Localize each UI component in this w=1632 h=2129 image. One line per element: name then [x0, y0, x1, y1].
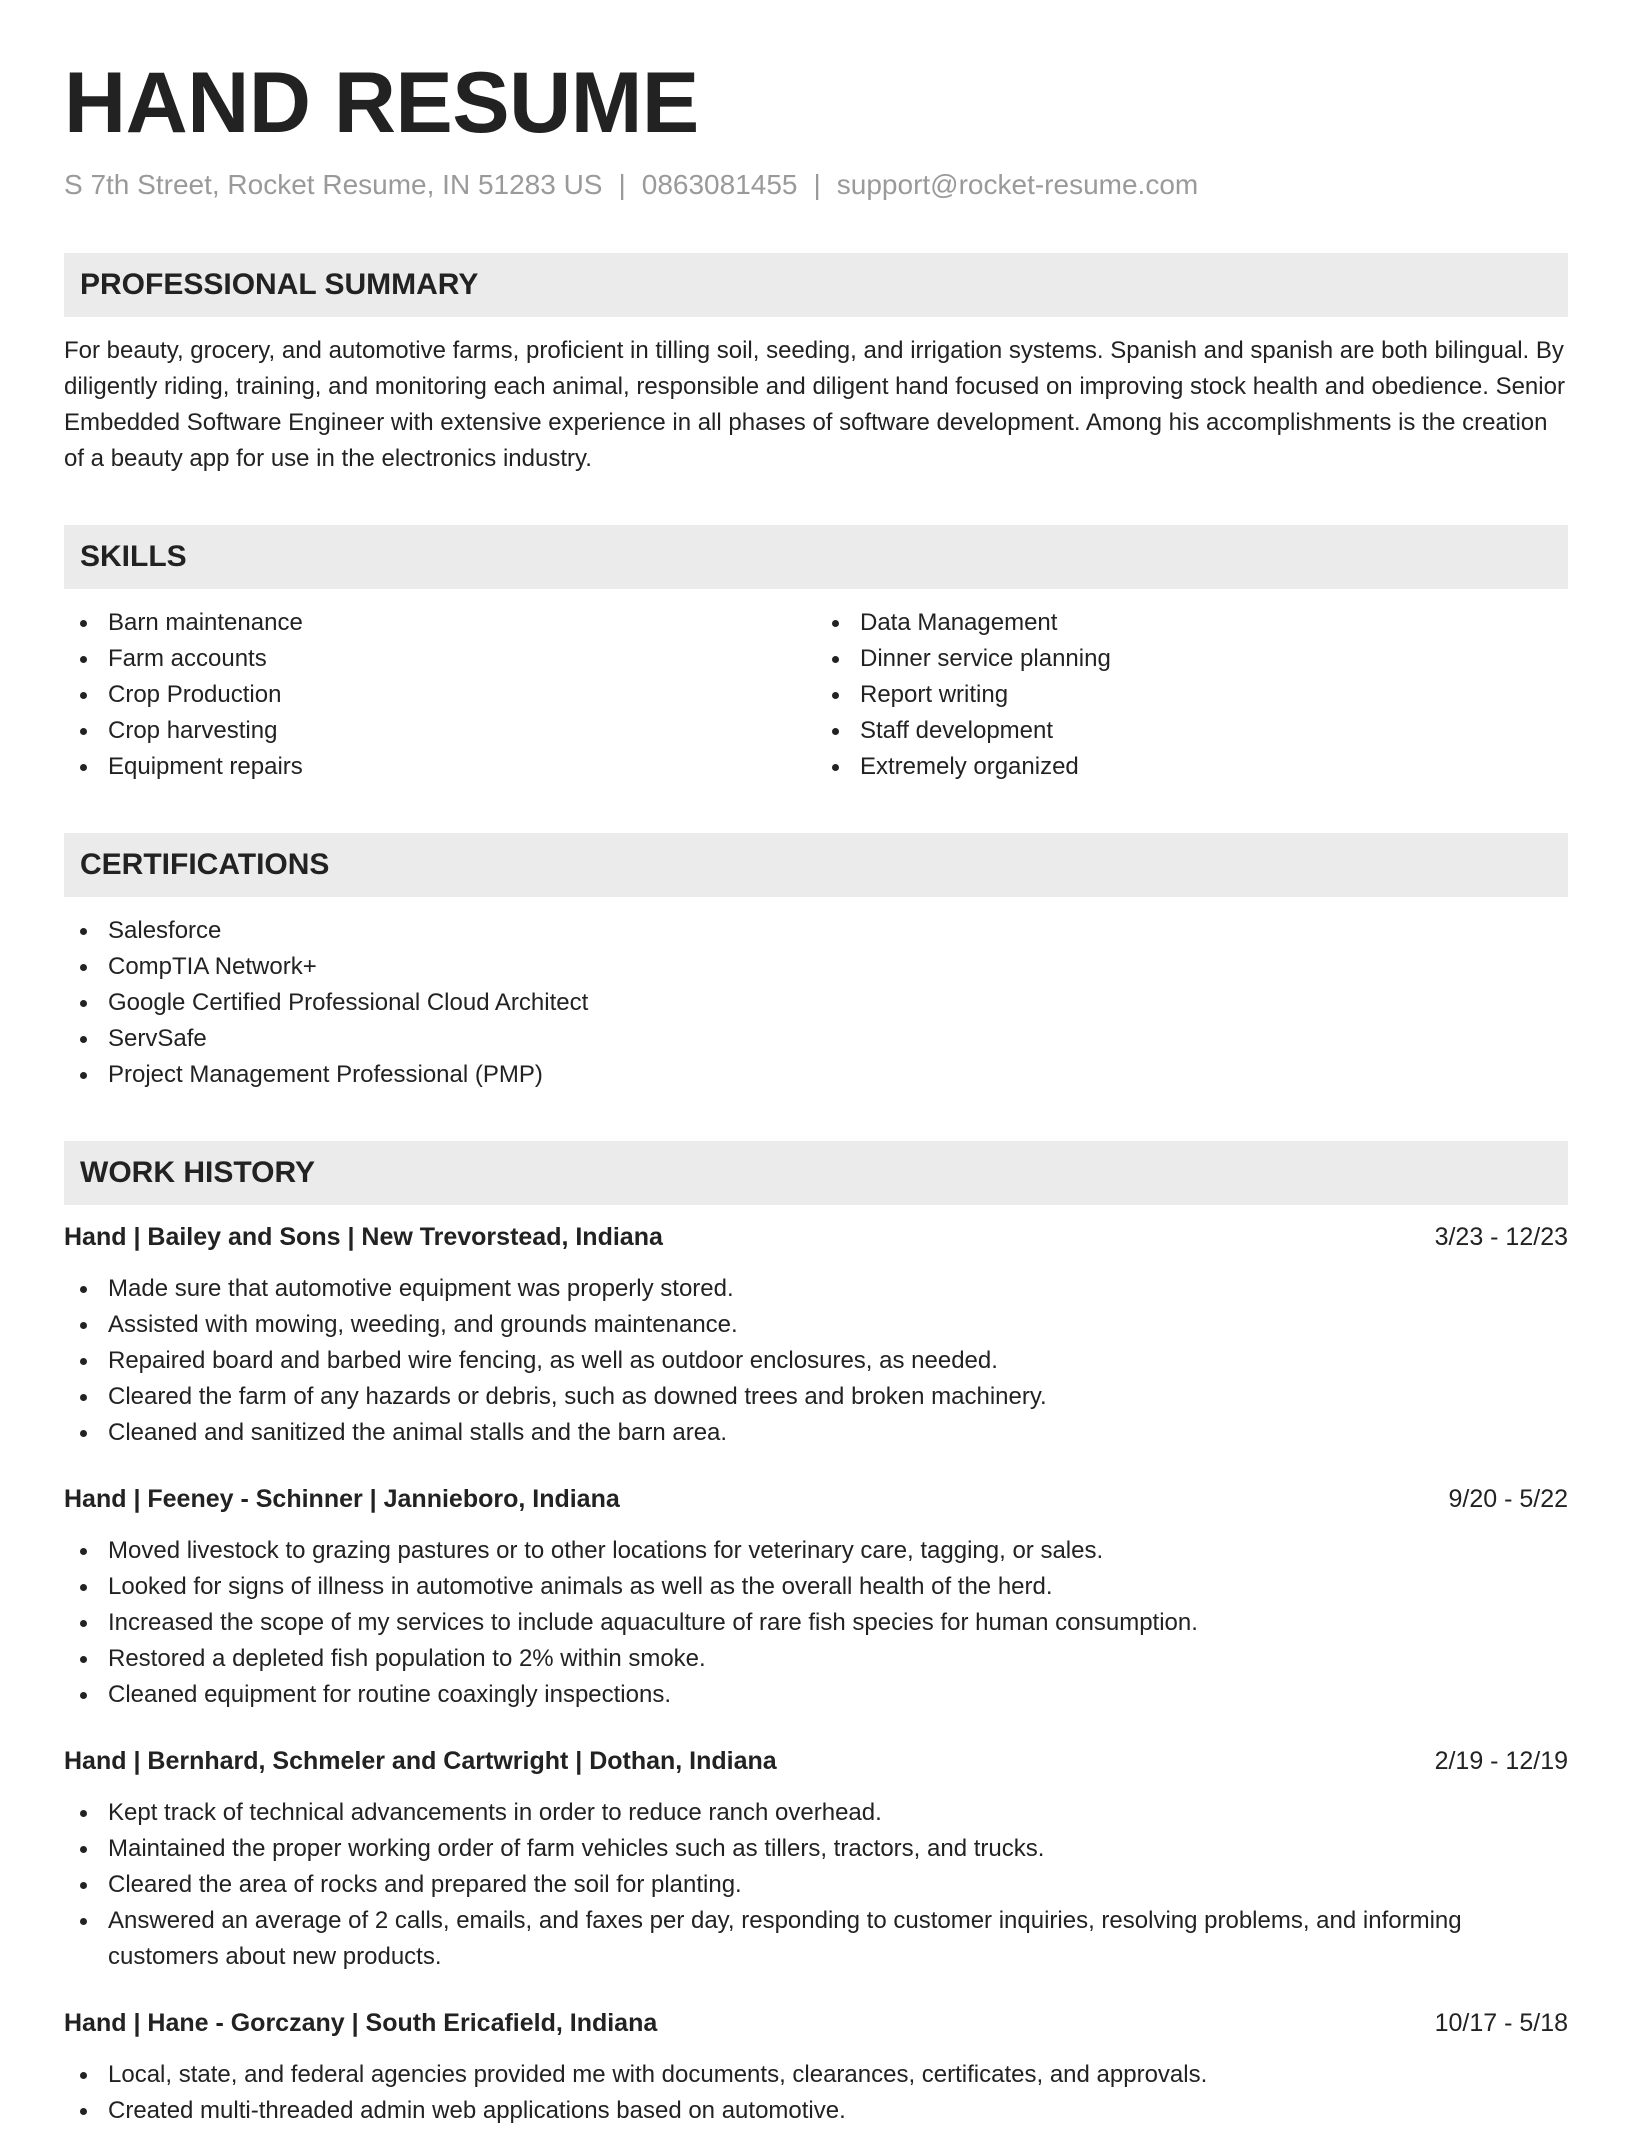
job-dates: 9/20 - 5/22 — [1448, 1484, 1568, 1513]
job-dates: 3/23 - 12/23 — [1434, 1222, 1568, 1251]
skill-item: Crop harvesting — [64, 713, 816, 749]
job-entry — [64, 1743, 1568, 1975]
certification-item: Project Management Professional (PMP) — [64, 1057, 1568, 1093]
certification-item: Salesforce — [64, 913, 1568, 949]
job-bullet: Cleared the area of rocks and prepared the soil for planting. — [64, 1867, 1568, 1903]
skill-item: Crop Production — [64, 677, 816, 713]
certification-item: Google Certified Professional Cloud Architect — [64, 985, 1568, 1021]
skill-item: Data Management — [816, 605, 1568, 641]
skills-column-right — [816, 605, 1568, 785]
summary-text: For beauty, grocery, and automotive farms, proficient in tilling soil, seeding, and irrigation systems. Spanish and spanish are both bilingual. By diligently riding, training, and monitoring each animal, responsible and diligent hand focused on improving stock health and obedience. Senior Embedded Software Engineer with extensive experience in all phases of software development. Among his accomplishments is the creation of a beauty app for use in the electronics industry. — [64, 336, 1565, 472]
job-bullet: Restored a depleted fish population to 2% within smoke. — [64, 1641, 1568, 1677]
job-dates: 10/17 - 5/18 — [1434, 2008, 1568, 2037]
job-title: Hand | Bernhard, Schmeler and Cartwright | Dothan, Indiana — [64, 1746, 777, 1775]
skill-item: Extremely organized — [816, 749, 1568, 785]
skill-item: Farm accounts — [64, 641, 816, 677]
skills-list — [64, 605, 1568, 785]
contact-separator: | — [813, 168, 821, 200]
job-bullet: Made sure that automotive equipment was properly stored. — [64, 1271, 1568, 1307]
job-bullet: Repaired board and barbed wire fencing, as well as outdoor enclosures, as needed. — [64, 1343, 1568, 1379]
contact-phone: 0863081455 — [641, 168, 798, 200]
job-title: Hand | Hane - Gorczany | South Ericafield, Indiana — [64, 2008, 658, 2037]
skill-item: Equipment repairs — [64, 749, 816, 785]
skill-item: Barn maintenance — [64, 605, 816, 641]
job-entry — [64, 1219, 1568, 1451]
certification-item: CompTIA Network+ — [64, 949, 1568, 985]
summary-heading: PROFESSIONAL SUMMARY — [64, 253, 1568, 317]
job-bullet: Local, state, and federal agencies provided me with documents, clearances, certificates, and approvals. — [64, 2057, 1568, 2093]
job-entry — [64, 2005, 1568, 2129]
job-bullet: Increased the scope of my services to include aquaculture of rare fish species for human consumption. — [64, 1605, 1568, 1641]
contact-email: support@rocket-resume.com — [836, 168, 1199, 200]
job-bullet: Assisted with mowing, weeding, and grounds maintenance. — [64, 1307, 1568, 1343]
contact-line — [64, 167, 1568, 203]
work-history-heading: WORK HISTORY — [64, 1141, 1568, 1205]
job-bullet: Looked for signs of illness in automotive animals as well as the overall health of the herd. — [64, 1569, 1568, 1605]
job-bullet: Cleared the farm of any hazards or debris, such as downed trees and broken machinery. — [64, 1379, 1568, 1415]
job-bullet: Kept track of technical advancements in order to reduce ranch overhead. — [64, 1795, 1568, 1831]
skills-heading: SKILLS — [64, 525, 1568, 589]
job-title: Hand | Bailey and Sons | New Trevorstead, Indiana — [64, 1222, 663, 1251]
job-bullet: Answered an average of 2 calls, emails, and faxes per day, responding to customer inquiries, resolving problems, and informing customers about new products. — [64, 1903, 1568, 1975]
job-bullet: Cleaned equipment for routine coaxingly inspections. — [64, 1677, 1568, 1713]
resume-name: HAND RESUME — [64, 55, 699, 151]
job-bullet: Created multi-threaded admin web applications based on automotive. — [64, 2093, 1568, 2129]
job-bullet: Cleaned and sanitized the animal stalls and the barn area. — [64, 1415, 1568, 1451]
contact-separator: | — [618, 168, 626, 200]
certifications-list — [64, 913, 1568, 1093]
job-dates: 2/19 - 12/19 — [1434, 1746, 1568, 1775]
job-bullet: Maintained the proper working order of farm vehicles such as tillers, tractors, and trucks. — [64, 1831, 1568, 1867]
contact-address: S 7th Street, Rocket Resume, IN 51283 US — [64, 168, 603, 200]
skill-item: Report writing — [816, 677, 1568, 713]
job-entry — [64, 1481, 1568, 1713]
job-title: Hand | Feeney - Schinner | Jannieboro, Indiana — [64, 1484, 620, 1513]
skill-item: Dinner service planning — [816, 641, 1568, 677]
job-bullet: Moved livestock to grazing pastures or to other locations for veterinary care, tagging, or sales. — [64, 1533, 1568, 1569]
certification-item: ServSafe — [64, 1021, 1568, 1057]
skill-item: Staff development — [816, 713, 1568, 749]
certifications-heading: CERTIFICATIONS — [64, 833, 1568, 897]
skills-column-left — [64, 605, 816, 785]
